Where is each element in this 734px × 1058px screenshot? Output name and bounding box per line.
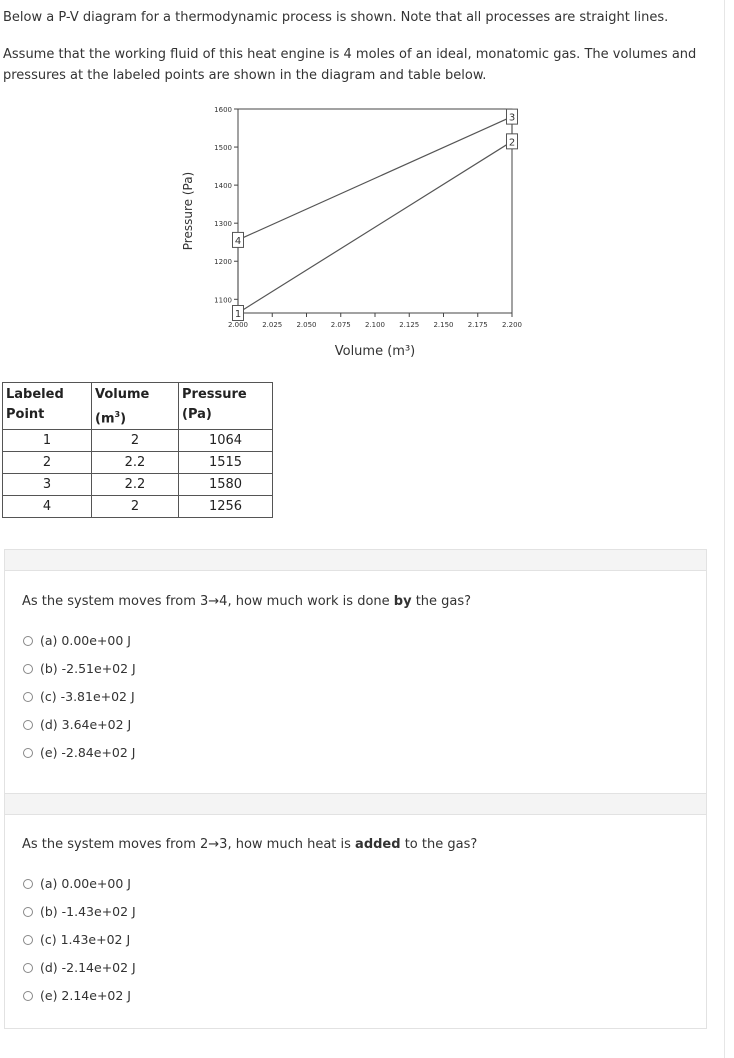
radio-button[interactable] (23, 907, 33, 917)
x-tick-label: 2.150 (433, 321, 454, 329)
process-line-1-2 (238, 141, 512, 313)
y-axis-ticks (214, 106, 238, 304)
y-tick-label: 1600 (214, 106, 232, 114)
question-1-text (22, 594, 471, 609)
points-table (2, 382, 273, 518)
q1-option-a[interactable] (23, 633, 131, 648)
q2-text-part: As the system moves from 2 (22, 837, 209, 852)
q1-text-part: the gas? (411, 594, 472, 609)
x-axis-ticks (228, 313, 522, 329)
option-label: (d) -2.14e+02 J (40, 960, 136, 975)
plot-frame (238, 109, 512, 313)
radio-button[interactable] (23, 991, 33, 1001)
table-cell: 1256 (179, 496, 273, 518)
point-marker-4 (233, 232, 244, 247)
table-cell: 2 (92, 430, 179, 452)
x-tick-label: 2.100 (364, 321, 386, 329)
table-cell: 1580 (179, 474, 273, 496)
x-tick-label: 2.200 (501, 321, 523, 329)
q1-option-d[interactable] (23, 717, 131, 732)
option-label: (d) 3.64e+02 J (40, 717, 132, 732)
point-marker-label: 2 (508, 137, 516, 149)
q1-option-c[interactable] (23, 689, 135, 704)
y-tick-label: 1300 (214, 220, 232, 229)
point-marker-3 (507, 109, 518, 124)
header-labeled-point: Labeled Point (3, 383, 92, 430)
table-cell: 4 (3, 496, 92, 518)
table-row (3, 452, 273, 474)
radio-button[interactable] (23, 636, 33, 646)
table-row (3, 496, 273, 518)
q2-option-b[interactable] (23, 904, 136, 919)
pv-diagram (172, 96, 532, 366)
header-volume: Volume $(m^3)$ (92, 383, 179, 430)
page-right-border (724, 0, 725, 1058)
q2-option-e[interactable] (23, 988, 131, 1003)
x-tick-label: 2.050 (296, 321, 317, 329)
option-label: (e) 2.14e+02 J (40, 988, 131, 1003)
q1-text-part: As the system moves from 3 (22, 594, 209, 609)
table-cell: 2.2 (92, 452, 179, 474)
y-tick-label: 1100 (214, 296, 232, 305)
radio-button[interactable] (23, 720, 33, 730)
intro-text-1: Below a P-V diagram for a thermodynamic process is shown. Note that all processes are straight lines. (3, 10, 669, 25)
radio-button[interactable] (23, 963, 33, 973)
x-axis-label: Volume (m³) (334, 344, 416, 359)
table-row (3, 474, 273, 496)
option-label: (b) -1.43e+02 J (40, 904, 136, 919)
q1-option-b[interactable] (23, 661, 136, 676)
table-cell: 1515 (179, 452, 273, 474)
radio-button[interactable] (23, 692, 33, 702)
q2-text-part: 3, how much heat is (219, 837, 356, 852)
option-label: (a) 0.00e+00 J (40, 876, 131, 891)
table-cell: 3 (3, 474, 92, 496)
q1-option-e[interactable] (23, 745, 136, 760)
q2-arrow: → (208, 837, 220, 852)
radio-button[interactable] (23, 664, 33, 674)
option-label: (b) -2.51e+02 J (40, 661, 136, 676)
y-tick-label: 1500 (214, 144, 232, 153)
q1-text-part: 4, how much work is done (219, 594, 394, 609)
q2-emphasis: added (355, 837, 401, 852)
question-2-text (22, 837, 477, 852)
y-tick-label: 1400 (214, 182, 232, 191)
q2-text-part: to the gas? (400, 837, 478, 852)
radio-button[interactable] (23, 879, 33, 889)
table-cell: 1 (3, 430, 92, 452)
x-tick-label: 2.000 (227, 321, 249, 329)
y-tick-label: 1200 (214, 258, 232, 267)
radio-button[interactable] (23, 748, 33, 758)
point-marker-label: 3 (508, 112, 516, 124)
point-marker-2 (507, 134, 518, 149)
intro-text-2: Assume that the working fluid of this heat engine is 4 moles of an ideal, monatomic gas. The volumes and pressures at the labeled points are shown in the diagram and table below. (3, 47, 697, 83)
x-tick-label: 2.125 (399, 321, 420, 329)
table-cell: 2 (92, 496, 179, 518)
radio-button[interactable] (23, 935, 33, 945)
point-marker-1 (233, 306, 244, 321)
point-marker-label: 4 (234, 235, 242, 247)
q2-option-a[interactable] (23, 876, 131, 891)
x-tick-label: 2.025 (262, 321, 283, 329)
table-cell: 1064 (179, 430, 273, 452)
question-1-header (4, 549, 707, 571)
q1-emphasis: by (393, 594, 412, 609)
q1-arrow: → (208, 594, 220, 609)
option-label: (c) 1.43e+02 J (40, 932, 131, 947)
option-label: (a) 0.00e+00 J (40, 633, 131, 648)
x-tick-label: 2.075 (330, 321, 351, 329)
point-marker-label: 1 (234, 309, 242, 320)
q2-option-c[interactable] (23, 932, 130, 947)
process-lines (238, 117, 512, 313)
question-2-header (4, 793, 707, 815)
option-label: (e) -2.84e+02 J (40, 745, 136, 760)
option-label: (c) -3.81e+02 J (40, 689, 135, 704)
point-markers (233, 109, 518, 320)
x-tick-label: 2.175 (467, 321, 488, 329)
process-line-3-4 (238, 117, 512, 240)
q2-option-d[interactable] (23, 960, 136, 975)
y-axis-label: Pressure (Pa) (181, 171, 195, 251)
table-cell: 2.2 (92, 474, 179, 496)
table-cell: 2 (3, 452, 92, 474)
header-pressure: Pressure (Pa) (179, 383, 273, 430)
table-row (3, 430, 273, 452)
